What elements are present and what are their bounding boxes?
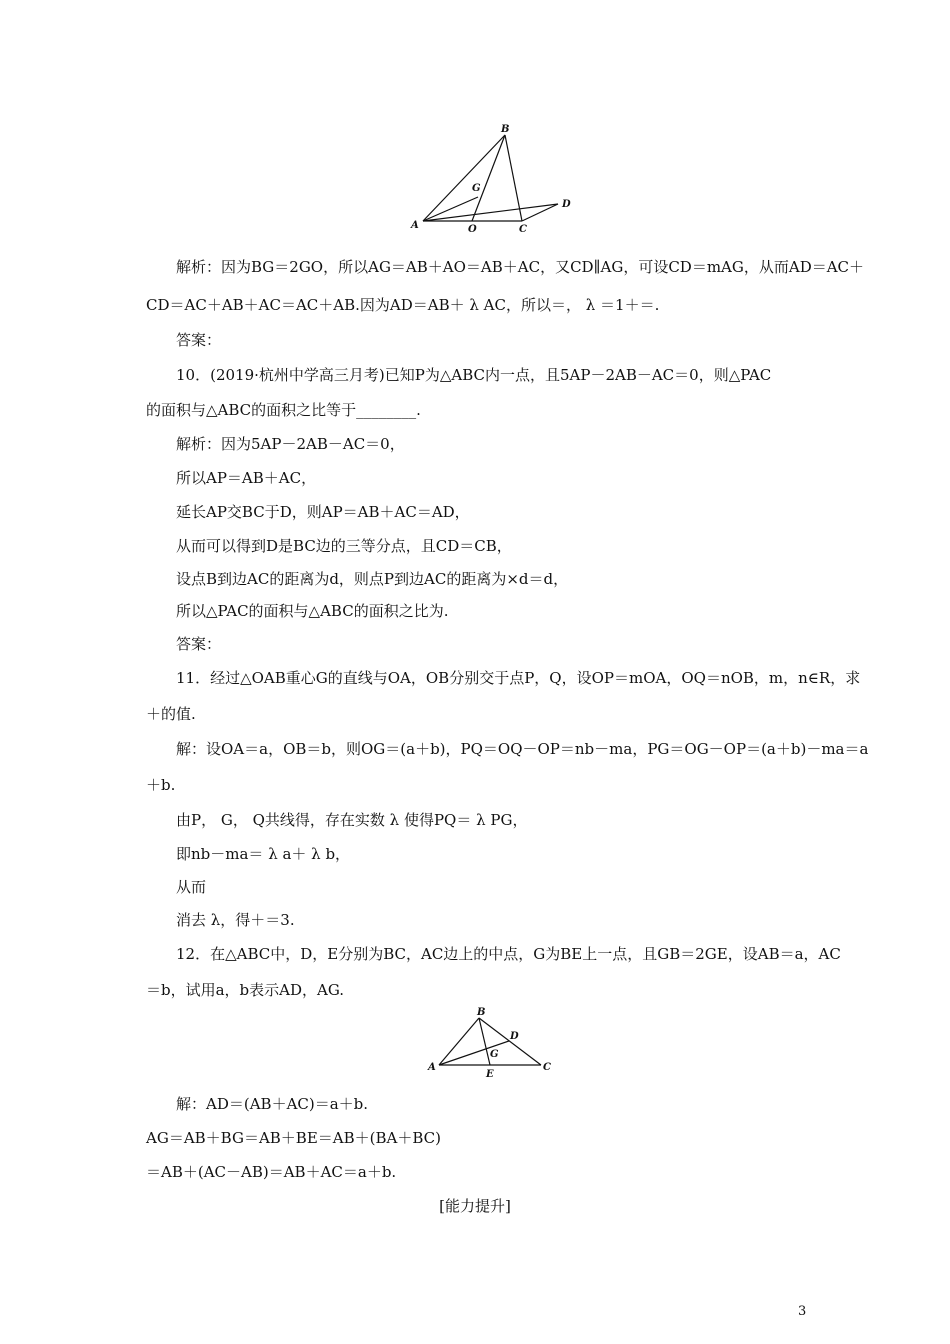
label-d: D <box>510 1031 519 1042</box>
q11-solution-line1: 解：设OA＝a，OB＝b，则OG＝(a＋b)，PQ＝OQ－OP＝nb－ma，PG＝OG－OP＝(a＋b)－ma＝a <box>176 740 869 758</box>
q12-step-1: 解：AD＝(AB＋AC)＝a＋b. <box>176 1095 369 1113</box>
q10-step-5: 设点B到边AC的距离为d，则点P到边AC的距离为×d＝d， <box>176 570 569 588</box>
q11-stem-line2: ＋的值. <box>146 705 196 723</box>
label-g: G <box>472 183 481 194</box>
q10-step-6: 所以△PAC的面积与△ABC的面积之比为. <box>176 602 449 620</box>
q11-step-4: 消去 λ，得＋＝3. <box>176 911 295 929</box>
q10-step-4: 从而可以得到D是BC边的三等分点，且CD＝CB， <box>176 537 512 555</box>
q10-step-3: 延长AP交BC于D，则AP＝AB＋AC＝AD， <box>176 503 470 521</box>
page-number: 3 <box>798 1304 807 1319</box>
label-a: A <box>428 1062 436 1073</box>
q12-stem-line1: 12．在△ABC中，D，E分别为BC，AC边上的中点，G为BE上一点，且GB＝2GE，设AB＝a，AC <box>176 945 841 963</box>
label-e: E <box>486 1069 494 1080</box>
triangle-figure-2 <box>425 1005 565 1085</box>
label-b: B <box>501 124 510 135</box>
q10-stem-line2: 的面积与△ABC的面积之比等于________. <box>146 401 421 419</box>
label-a: A <box>411 220 419 231</box>
q11-step-1: 由P， G， Q共线得，存在实数 λ 使得PQ＝ λ PG， <box>176 811 528 829</box>
q9-analysis-line1: 解析：因为BG＝2GO，所以AG＝AB＋AO＝AB＋AC，又CD∥AG，可设CD＝mAG，从而AD＝AC＋ <box>176 258 865 276</box>
triangle-figure-1 <box>405 115 585 240</box>
label-d: D <box>562 199 571 210</box>
q10-stem-line1: 10．(2019·杭州中学高三月考)已知P为△ABC内一点，且5AP－2AB－AC＝0，则△PAC <box>176 366 772 384</box>
q10-answer: 答案： <box>176 635 222 653</box>
q11-stem-line1: 11．经过△OAB重心G的直线与OA，OB分别交于点P，Q，设OP＝mOA，OQ＝nOB，m，n∈R，求 <box>176 669 861 687</box>
section-title: [能力提升] <box>439 1197 511 1215</box>
label-b: B <box>477 1007 486 1018</box>
q11-solution-line2: ＋b. <box>146 776 176 794</box>
q9-analysis-line2: CD＝AC＋AB＋AC＝AC＋AB.因为AD＝AB＋ λ AC，所以＝， λ ＝1＋＝. <box>146 296 660 314</box>
q11-step-2: 即nb－ma＝ λ a＋ λ b， <box>176 845 351 863</box>
q10-step-1: 解析：因为5AP－2AB－AC＝0， <box>176 435 405 453</box>
q9-answer: 答案： <box>176 331 222 349</box>
q11-step-3: 从而 <box>176 878 207 896</box>
label-c: C <box>543 1062 551 1073</box>
label-g: G <box>490 1049 499 1060</box>
q12-step-2: AG＝AB＋BG＝AB＋BE＝AB＋(BA＋BC) <box>146 1129 441 1147</box>
q12-stem-line2: ＝b，试用a，b表示AD，AG. <box>146 981 345 999</box>
label-o: O <box>468 224 477 235</box>
q10-step-2: 所以AP＝AB＋AC， <box>176 469 317 487</box>
label-c: C <box>519 224 527 235</box>
q12-step-3: ＝AB＋(AC－AB)＝AB＋AC＝a＋b. <box>146 1163 397 1181</box>
